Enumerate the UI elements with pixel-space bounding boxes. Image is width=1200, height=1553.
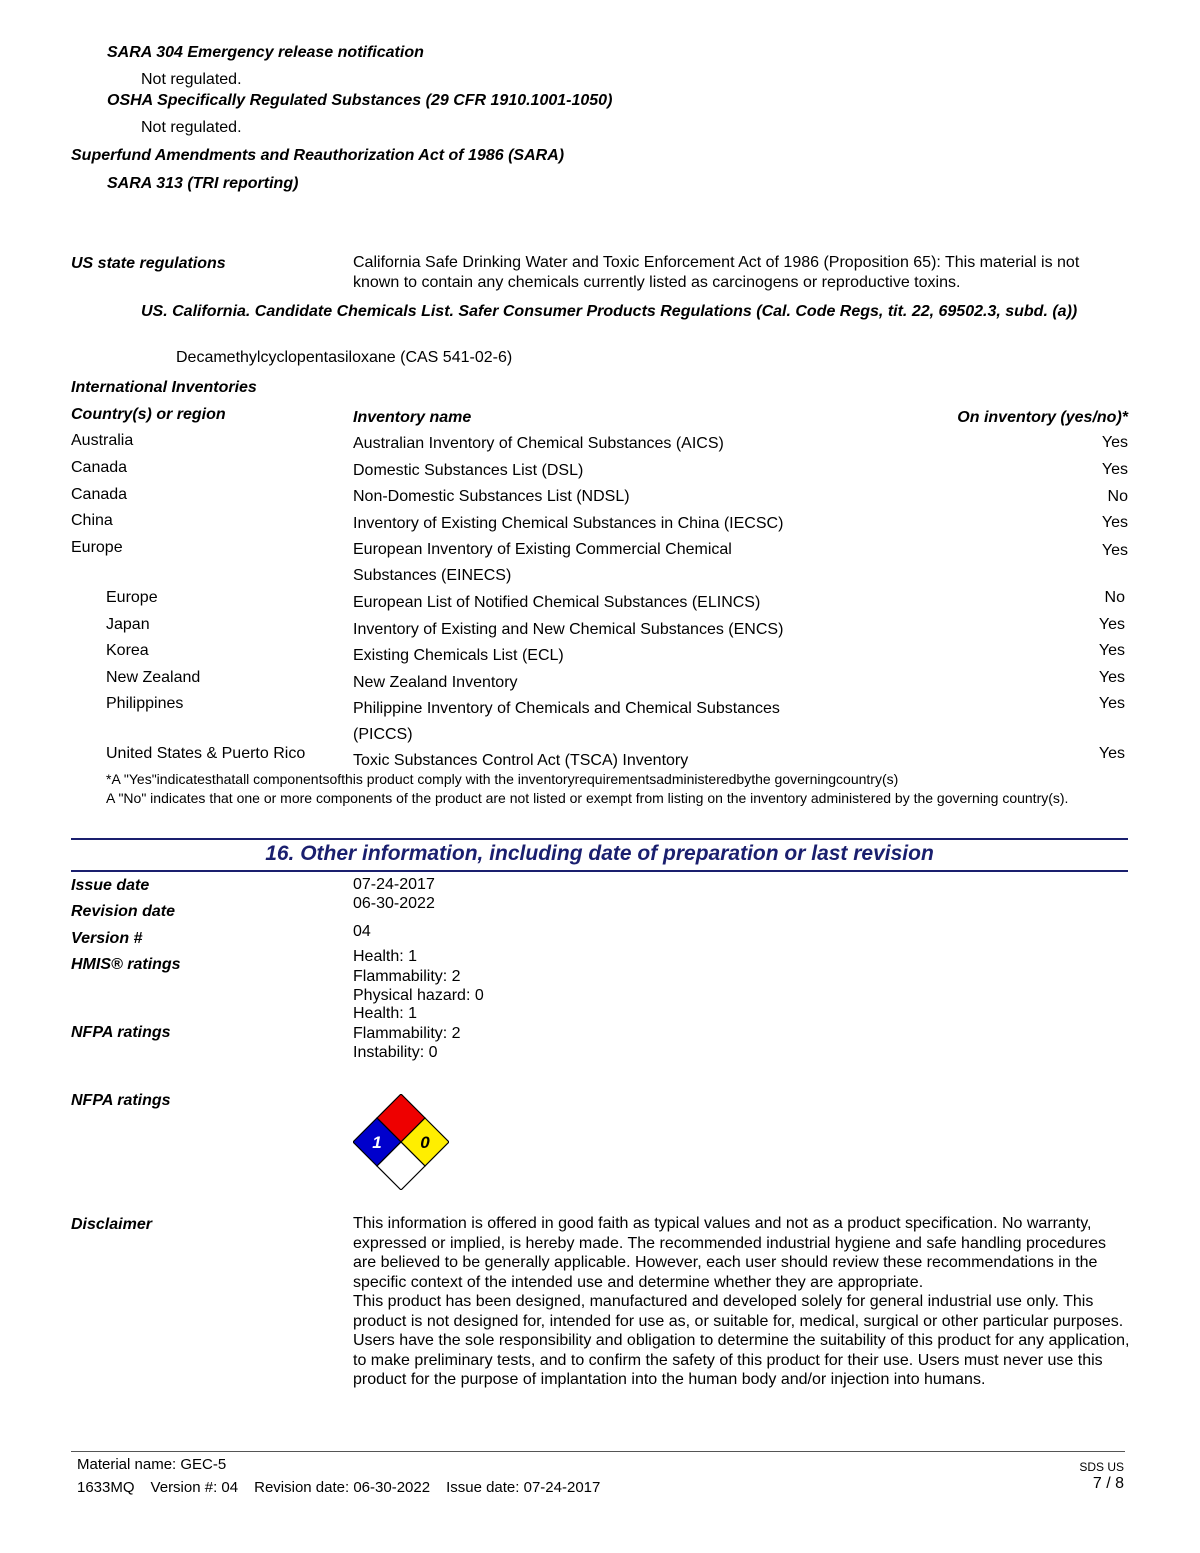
ca-list-item: Decamethylcyclopentasiloxane (CAS 541-02-6) [176,349,513,366]
disclaimer-paragraph-2: This product has been designed, manufactured and developed solely for general industrial use only. This product is not designed for, intended for use as, or suitable for, medical, surgical or other particular purposes. Users have the sole responsibility and obligation to determine the suitability of this product for any application, to make preliminary tests, and to confirm the safety of this product for their use. Users must never use this product for the purpose of implantation into the human body and/or injection into humans. [353,1293,1130,1388]
footer-issue-date: Issue date: 07-24-2017 [446,1479,601,1496]
footer-page-number: 7 / 8 [1092,1475,1124,1492]
osha-value: Not regulated. [141,119,242,136]
footer-meta [77,1479,600,1496]
inventory-name: Inventory of Existing Chemical Substances in China (IECSC) [353,515,784,532]
sara304-title: SARA 304 Emergency release notification [107,44,424,61]
inventory-status: Yes [1098,695,1125,712]
inventory-status: Yes [1101,461,1128,478]
inventories-title: International Inventories [71,379,257,396]
footer-sds: SDS US [1079,1460,1124,1474]
inventory-name: Inventory of Existing and New Chemical Substances (ENCS) [353,621,784,638]
inventories-header-status: On inventory (yes/no)* [957,409,1128,426]
inventory-country: Canada [71,486,128,503]
inventory-country: China [71,512,113,529]
footer-revision-date: Revision date: 06-30-2022 [254,1479,431,1496]
inventory-country: New Zealand [106,669,201,686]
sara313-title: SARA 313 (TRI reporting) [107,175,299,192]
nfpa-flammability: Flammability: 2 [353,1024,461,1042]
footer-material-name: Material name: GEC-5 [77,1456,227,1473]
table-row [0,616,1200,642]
table-row [0,745,1200,771]
hmis-label: HMIS® ratings [71,956,181,973]
footer-divider [71,1451,1125,1452]
inventory-status: Yes [1098,669,1125,686]
version-value: 04 [353,923,371,940]
inventory-name: Australian Inventory of Chemical Substances (AICS) [353,435,724,452]
issue-date-value: 07-24-2017 [353,876,435,893]
nfpa-health-number: 1 [372,1133,382,1152]
inventory-status: No [1107,488,1128,505]
inventory-status: Yes [1101,542,1128,559]
inventories-header-name: Inventory name [353,409,472,426]
footer-product-id: 1633MQ [77,1479,135,1496]
inventory-status: Yes [1098,642,1125,659]
inventory-name: Toxic Substances Control Act (TSCA) Inventory [353,752,689,769]
inventory-note-yes: *A "Yes"indicatesthatall componentsofthis product comply with the inventoryrequirementsadministeredbythe governingcountry(s) [106,771,899,787]
inventory-name: Existing Chemicals List (ECL) [353,647,564,664]
inventory-name: European Inventory of Existing Commercial Chemical Substances (EINECS) [353,541,732,584]
nfpa-values [353,1004,461,1063]
revision-date-value: 06-30-2022 [353,895,435,912]
sara304-value: Not regulated. [141,71,242,88]
osha-title: OSHA Specifically Regulated Substances (29 CFR 1910.1001-1050) [107,92,613,109]
issue-date-label: Issue date [71,877,150,894]
section-divider-top [71,838,1128,840]
inventory-status: No [1104,589,1125,606]
inventory-country: Australia [71,432,134,449]
table-row [0,642,1200,668]
hmis-values [353,947,484,1006]
inventory-country: United States & Puerto Rico [106,745,306,762]
inventory-status: Yes [1101,434,1128,451]
nfpa-diagram-label: NFPA ratings [71,1092,171,1109]
nfpa-health: Health: 1 [353,1005,418,1022]
hmis-physical-hazard: Physical hazard: 0 [353,987,484,1004]
inventory-country: Philippines [106,695,184,712]
inventory-status: Yes [1098,745,1125,762]
inventories-header-country: Country(s) or region [71,406,226,423]
version-label: Version # [71,930,143,947]
table-row [0,589,1200,615]
table-row [0,669,1200,695]
inventory-name: New Zealand Inventory [353,674,518,691]
nfpa-label: NFPA ratings [71,1024,171,1041]
hmis-health: Health: 1 [353,948,418,965]
table-row [0,459,1200,485]
nfpa-instability-number: 0 [420,1133,430,1152]
table-row [0,432,1200,458]
inventory-name: Philippine Inventory of Chemicals and Chemical Substances (PICCS) [353,700,780,743]
inventory-name: European List of Notified Chemical Substances (ELINCS) [353,594,761,611]
footer-version: Version #: 04 [150,1479,239,1496]
inventory-status: Yes [1101,514,1128,531]
table-row [0,695,1200,743]
state-regs-text: California Safe Drinking Water and Toxic Enforcement Act of 1986 (Proposition 65): This material is not known to contain any chemicals currently listed as carcinogens or reproductive toxins. [353,254,1080,291]
inventory-country: Europe [106,589,158,606]
disclaimer-text [353,1214,1133,1390]
inventory-note-no: A "No" indicates that one or more components of the product are not listed or exempt from listing on the inventory administered by the governing country(s). [106,790,1069,806]
section-16-title: 16. Other information, including date of preparation or last revision [265,842,934,865]
disclaimer-paragraph-1: This information is offered in good faith as typical values and not as a product specification. No warranty, expressed or implied, is hereby made. The recommended industrial hygiene and safe handling procedures are believed to be generally applicable. However, each user should review these recommendations in the specific context of the intended use and determine whether they are appropriate. [353,1215,1107,1291]
inventory-country: Japan [106,616,150,633]
ca-list-title: US. California. Candidate Chemicals List. Safer Consumer Products Regulations (Cal. Code Regs, tit. 22, 69502.3, subd. (a)) [141,303,1078,320]
inventory-country: Canada [71,459,128,476]
nfpa-diamond-icon [353,1094,449,1190]
inventory-name: Domestic Substances List (DSL) [353,462,584,479]
superfund-title: Superfund Amendments and Reauthorization Act of 1986 (SARA) [71,147,565,164]
nfpa-instability: Instability: 0 [353,1044,438,1061]
table-row [0,539,1200,584]
inventory-country: Korea [106,642,149,659]
inventory-name: Non-Domestic Substances List (NDSL) [353,488,630,505]
state-regs-label: US state regulations [71,255,226,272]
inventory-status: Yes [1098,616,1125,633]
inventory-country: Europe [71,539,123,556]
disclaimer-label: Disclaimer [71,1216,152,1233]
table-row [0,486,1200,512]
table-row [0,512,1200,538]
hmis-flammability: Flammability: 2 [353,967,461,985]
revision-date-label: Revision date [71,903,176,920]
section-divider-bottom [71,870,1128,872]
